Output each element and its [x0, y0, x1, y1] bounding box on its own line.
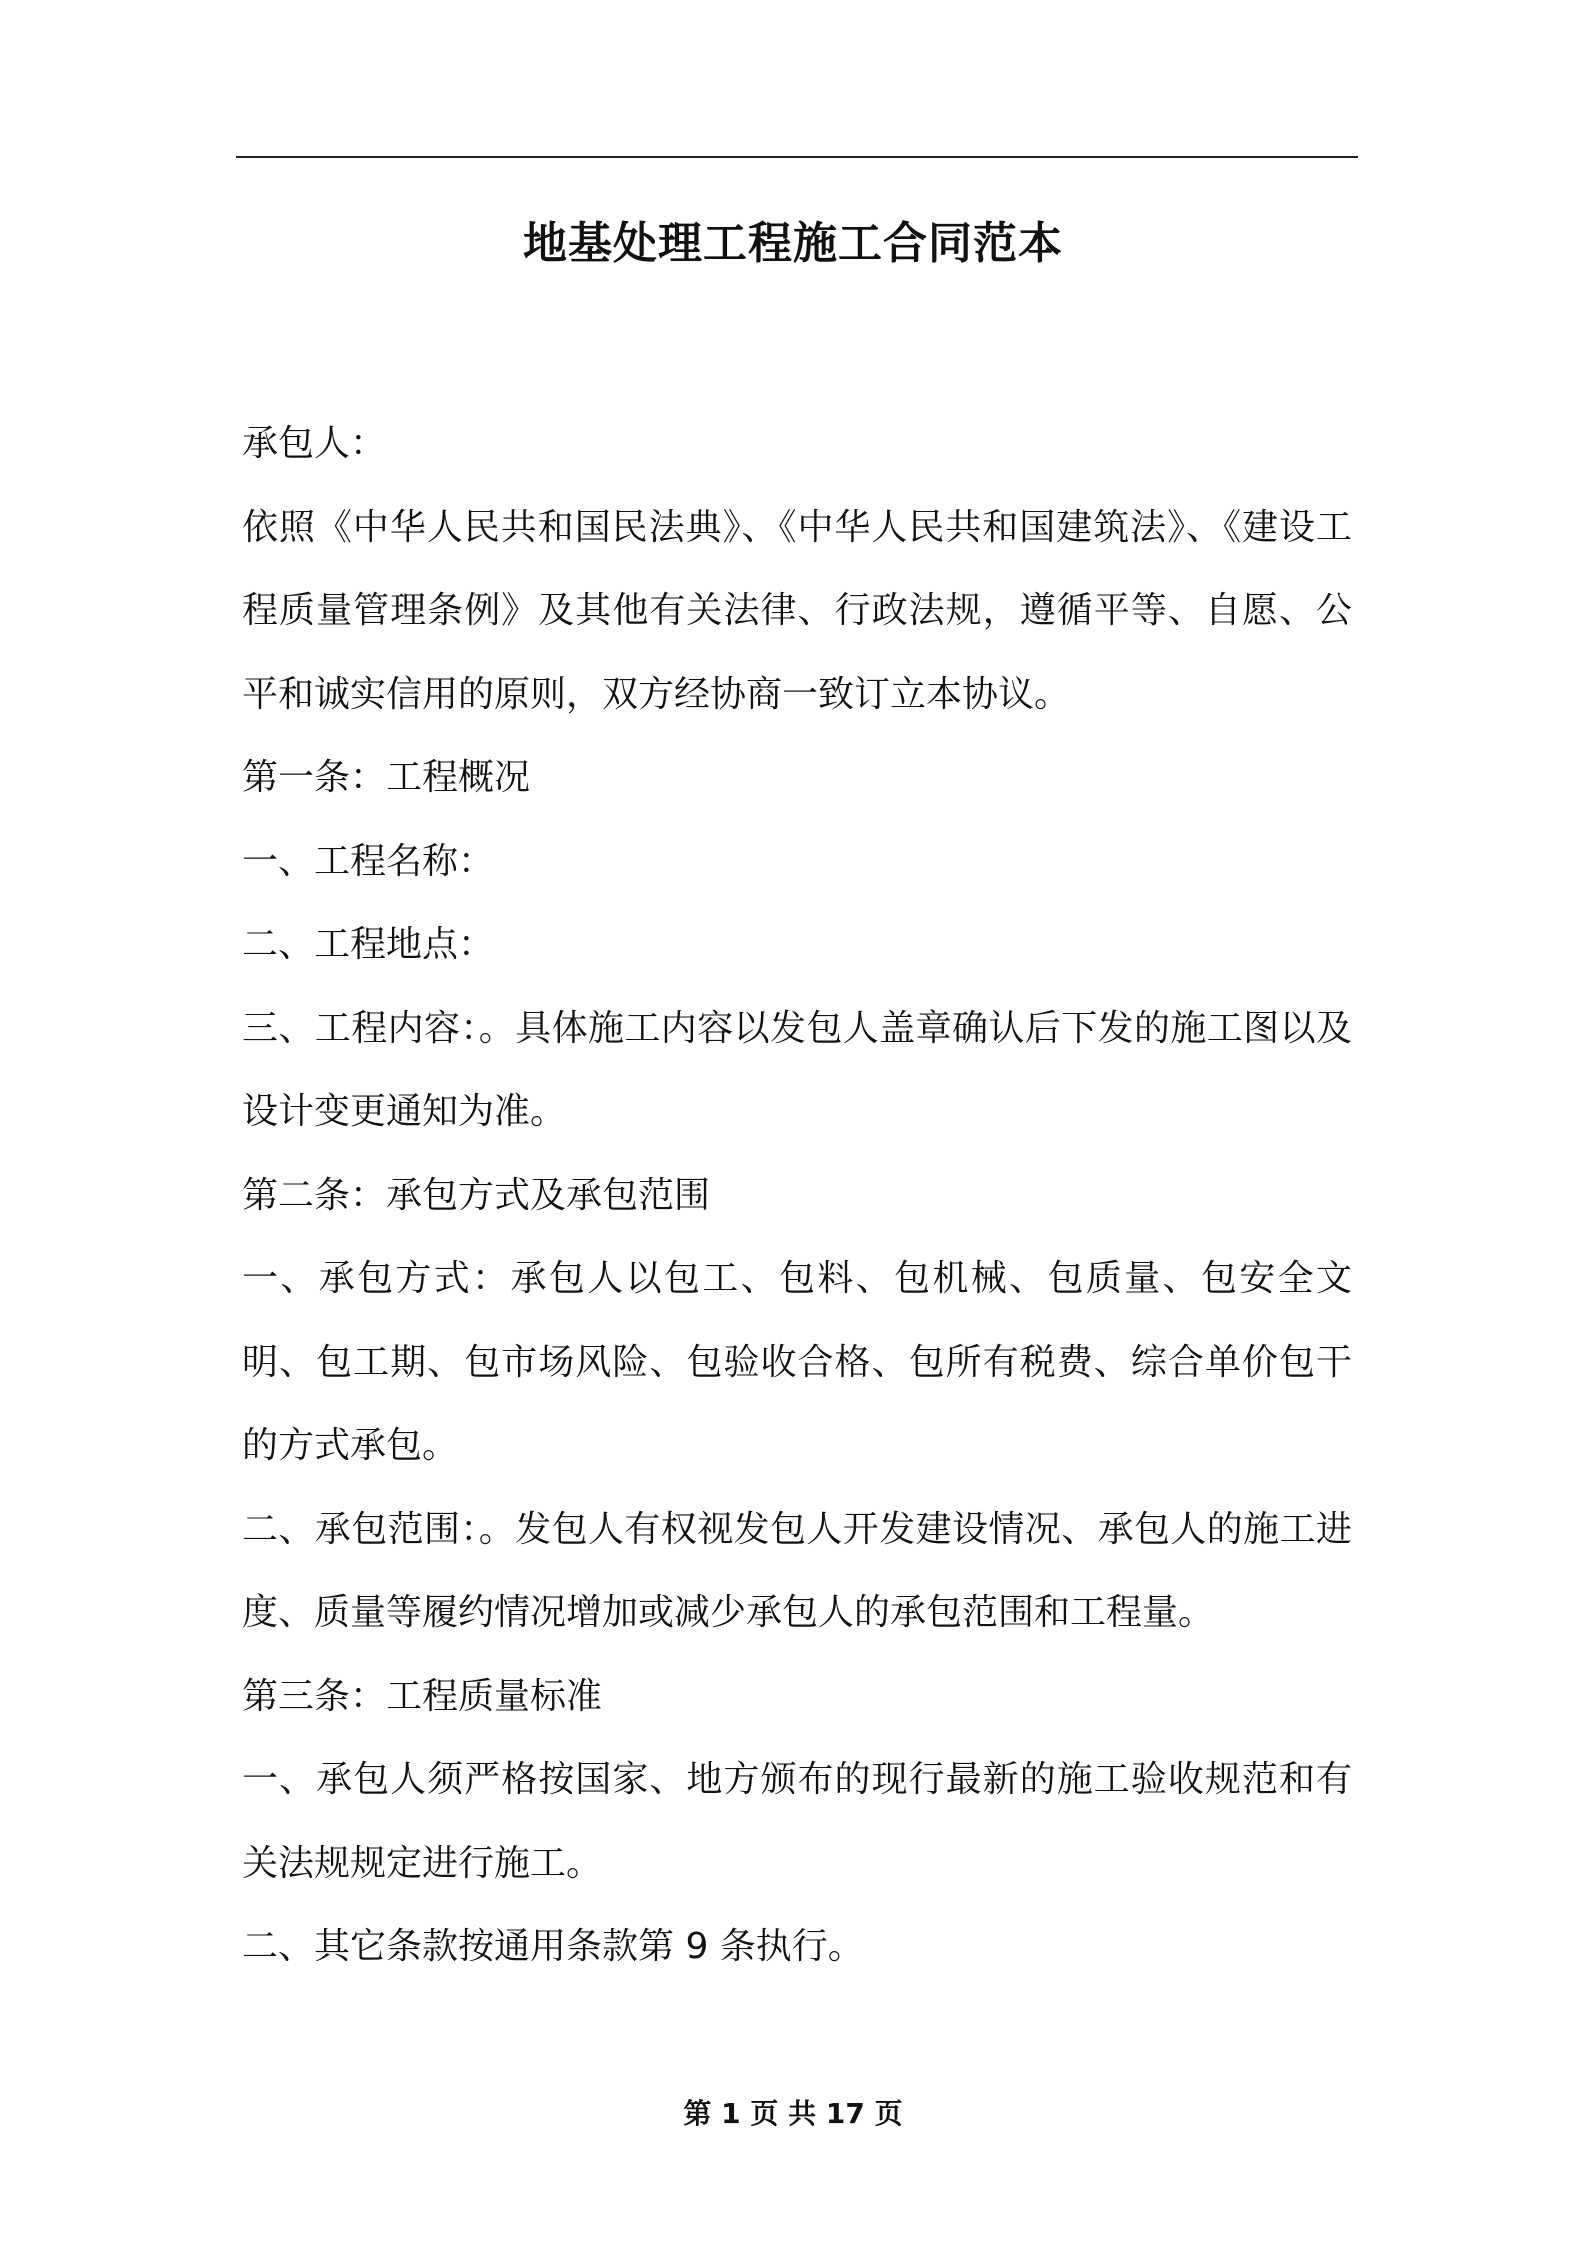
article-1-heading: 第一条：工程概况: [242, 757, 531, 798]
preamble-paragraph: 依照《中华人民共和国民法典》、《中华人民共和国建筑法》、《建设工程质量管理条例》及其他有关法律、行政法规，遵循平等、自愿、公平和诚实信用的原则，双方经协商一致订立本协议。: [242, 506, 1352, 715]
article-2-heading: 第二条：承包方式及承包范围: [242, 1174, 711, 1216]
project-content-paragraph: 三、工程内容：。具体施工内容以发包人盖章确认后下发的施工图以及设计变更通知为准。: [242, 1007, 1352, 1132]
project-name-line: 一、工程名称：: [242, 840, 495, 882]
document-body: [242, 402, 1352, 1989]
document-title: 地基处理工程施工合同范本: [523, 218, 1063, 269]
contract-method-paragraph: 一、承包方式：承包人以包工、包料、包机械、包质量、包安全文明、包工期、包市场风险、包验收合格、包所有税费、综合单价包干的方式承包。: [242, 1258, 1352, 1466]
project-location-line: 二、工程地点：: [242, 924, 495, 965]
quality-standard-paragraph: 一、承包人须严格按国家、地方颁布的现行最新的施工验收规范和有关法规规定进行施工。: [242, 1759, 1352, 1884]
page-number: 第 1 页 共 17 页: [683, 2097, 903, 2130]
contractor-line: 承包人：: [242, 423, 387, 464]
article-3-heading: 第三条：工程质量标准: [242, 1675, 603, 1717]
contract-scope-paragraph: 二、承包范围：。发包人有权视发包人开发建设情况、承包人的施工进度、质量等履约情况增加或减少承包人的承包范围和工程量。: [242, 1508, 1352, 1633]
other-terms-line: 二、其它条款按通用条款第 9 条执行。: [242, 1926, 864, 1967]
header-rule: [236, 156, 1358, 158]
